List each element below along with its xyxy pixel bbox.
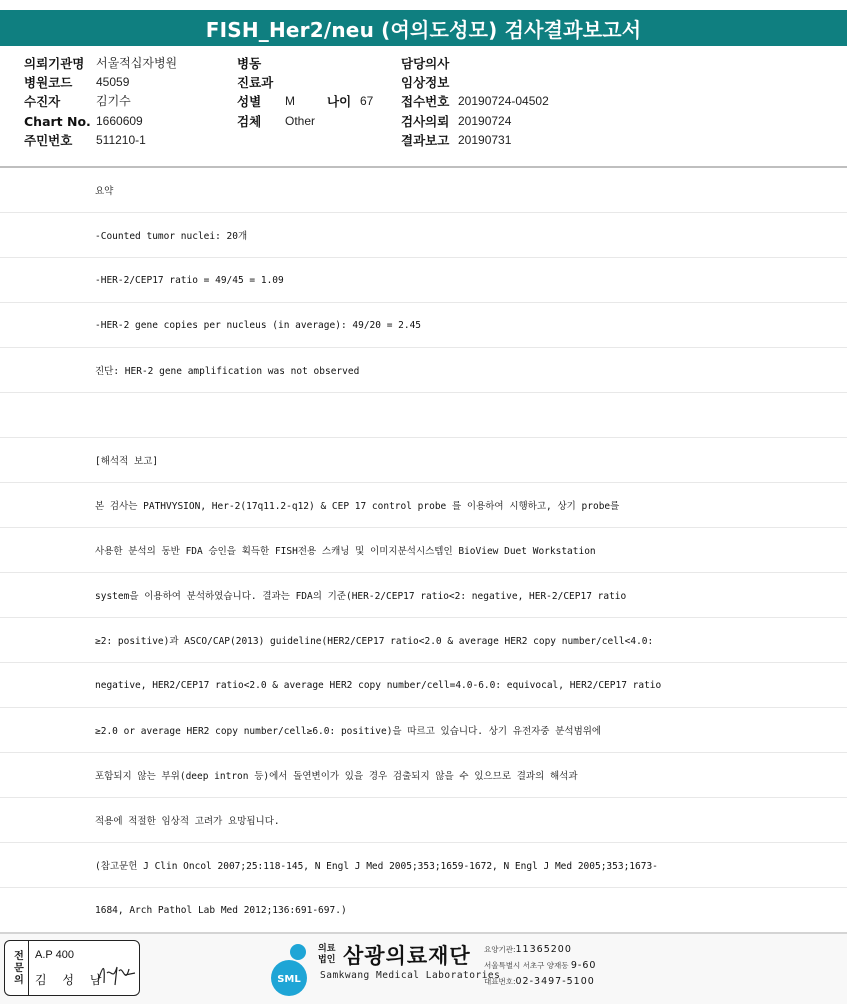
report-line: 진단: HER-2 gene amplification was not observed	[0, 348, 847, 393]
hospital-code-label: 병원코드	[24, 75, 73, 90]
request-date-label: 검사의뢰	[401, 114, 450, 129]
report-line: -Counted tumor nuclei: 20개	[0, 213, 847, 258]
resident-no-label: 주민번호	[24, 133, 73, 148]
patient-info-header	[0, 46, 847, 168]
specialist-label: 전문의	[5, 941, 29, 995]
report-line: 포함되지 않는 부위(deep intron 등)에서 돌연변이가 있을 경우 검출되지 않을 수 있으므로 결과의 해석과	[0, 753, 847, 798]
report-body	[0, 168, 847, 932]
report-line: [해석적 보고]	[0, 438, 847, 483]
logo-mark-text: SML	[277, 974, 301, 985]
pathologist-code: A.P 400	[35, 949, 74, 961]
hospital-code-value: 45059	[96, 75, 130, 89]
department-label: 진료과	[237, 75, 274, 90]
signature-image	[95, 959, 137, 989]
report-line: 본 검사는 PATHVYSION, Her-2(17q11.2-q12) & CEP 17 control probe 를 이용하여 시행하고, 상기 probe를	[0, 483, 847, 528]
accession-no-value: 20190724-04502	[458, 94, 549, 108]
sex-value: M	[285, 94, 295, 108]
specimen-label: 검체	[237, 114, 262, 129]
chart-no-value: 1660609	[96, 114, 143, 128]
sex-label: 성별	[237, 94, 262, 109]
report-line: system을 이용하여 분석하였습니다. 결과는 FDA의 기준(HER-2/CEP17 ratio<2: negative, HER-2/CEP17 ratio	[0, 573, 847, 618]
institution-value: 서울적십자병원	[96, 56, 178, 70]
report-line: 1684, Arch Pathol Lab Med 2012;136:691-697.)	[0, 888, 847, 932]
report-line: ≥2.0 or average HER2 copy number/cell≥6.0: positive)을 따르고 있습니다. 상기 유전자중 분석범위에	[0, 708, 847, 753]
report-line: (참고문헌 J Clin Oncol 2007;25:118-145, N Engl J Med 2005;353;1659-1672, N Engl J Med 2005;353;1673-	[0, 843, 847, 888]
sml-logo-icon	[268, 942, 316, 998]
logo-english-name: Samkwang Medical Laboratories	[320, 970, 501, 981]
clinical-info-label: 임상정보	[401, 75, 450, 90]
report-line: -HER-2/CEP17 ratio = 49/45 = 1.09	[0, 258, 847, 303]
report-line: 적용에 적절한 임상적 고려가 요망됩니다.	[0, 798, 847, 843]
patient-name-value: 김기수	[96, 94, 131, 108]
pathologist-name: 김 성 남	[35, 973, 108, 987]
report-date-value: 20190731	[458, 133, 512, 147]
physician-label: 담당의사	[401, 56, 450, 71]
pathologist-signature-box	[4, 940, 140, 996]
age-label: 나이	[327, 94, 352, 109]
logo-corporation-label: 의료법인	[318, 944, 336, 965]
age-value: 67	[360, 94, 374, 108]
request-date-value: 20190724	[458, 114, 512, 128]
ward-label: 병동	[237, 56, 262, 71]
institution-code: 요양기관:11365200	[484, 944, 572, 955]
report-line: 요약	[0, 168, 847, 213]
phone-number: 대표번호:02-3497-5100	[484, 976, 595, 987]
patient-name-label: 수진자	[24, 94, 61, 109]
report-line	[0, 393, 847, 438]
chart-no-label: Chart No.	[24, 114, 91, 129]
report-date-label: 결과보고	[401, 133, 450, 148]
report-title: FISH_Her2/neu (여의도성모) 검사결과보고서	[0, 10, 847, 46]
report-line: negative, HER2/CEP17 ratio<2.0 & average HER2 copy number/cell=4.0-6.0: equivocal, HER2/CEP17 ratio	[0, 663, 847, 708]
address: 서울특별시 서초구 양재동 9-60	[484, 960, 597, 971]
report-footer	[0, 932, 847, 1004]
report-line: -HER-2 gene copies per nucleus (in average): 49/20 = 2.45	[0, 303, 847, 348]
report-line: 사용한 분석의 동반 FDA 승인을 획득한 FISH전용 스캐닝 및 이미지분석시스템인 BioView Duet Workstation	[0, 528, 847, 573]
specimen-value: Other	[285, 114, 316, 128]
resident-no-value: 511210-1	[96, 133, 146, 147]
report-line: ≥2: positive)과 ASCO/CAP(2013) guideline(HER2/CEP17 ratio<2.0 & average HER2 copy number/cell<4.0:	[0, 618, 847, 663]
logo-name: 삼광의료재단	[343, 944, 471, 968]
institution-label: 의뢰기관명	[24, 56, 85, 71]
accession-no-label: 접수번호	[401, 94, 450, 109]
